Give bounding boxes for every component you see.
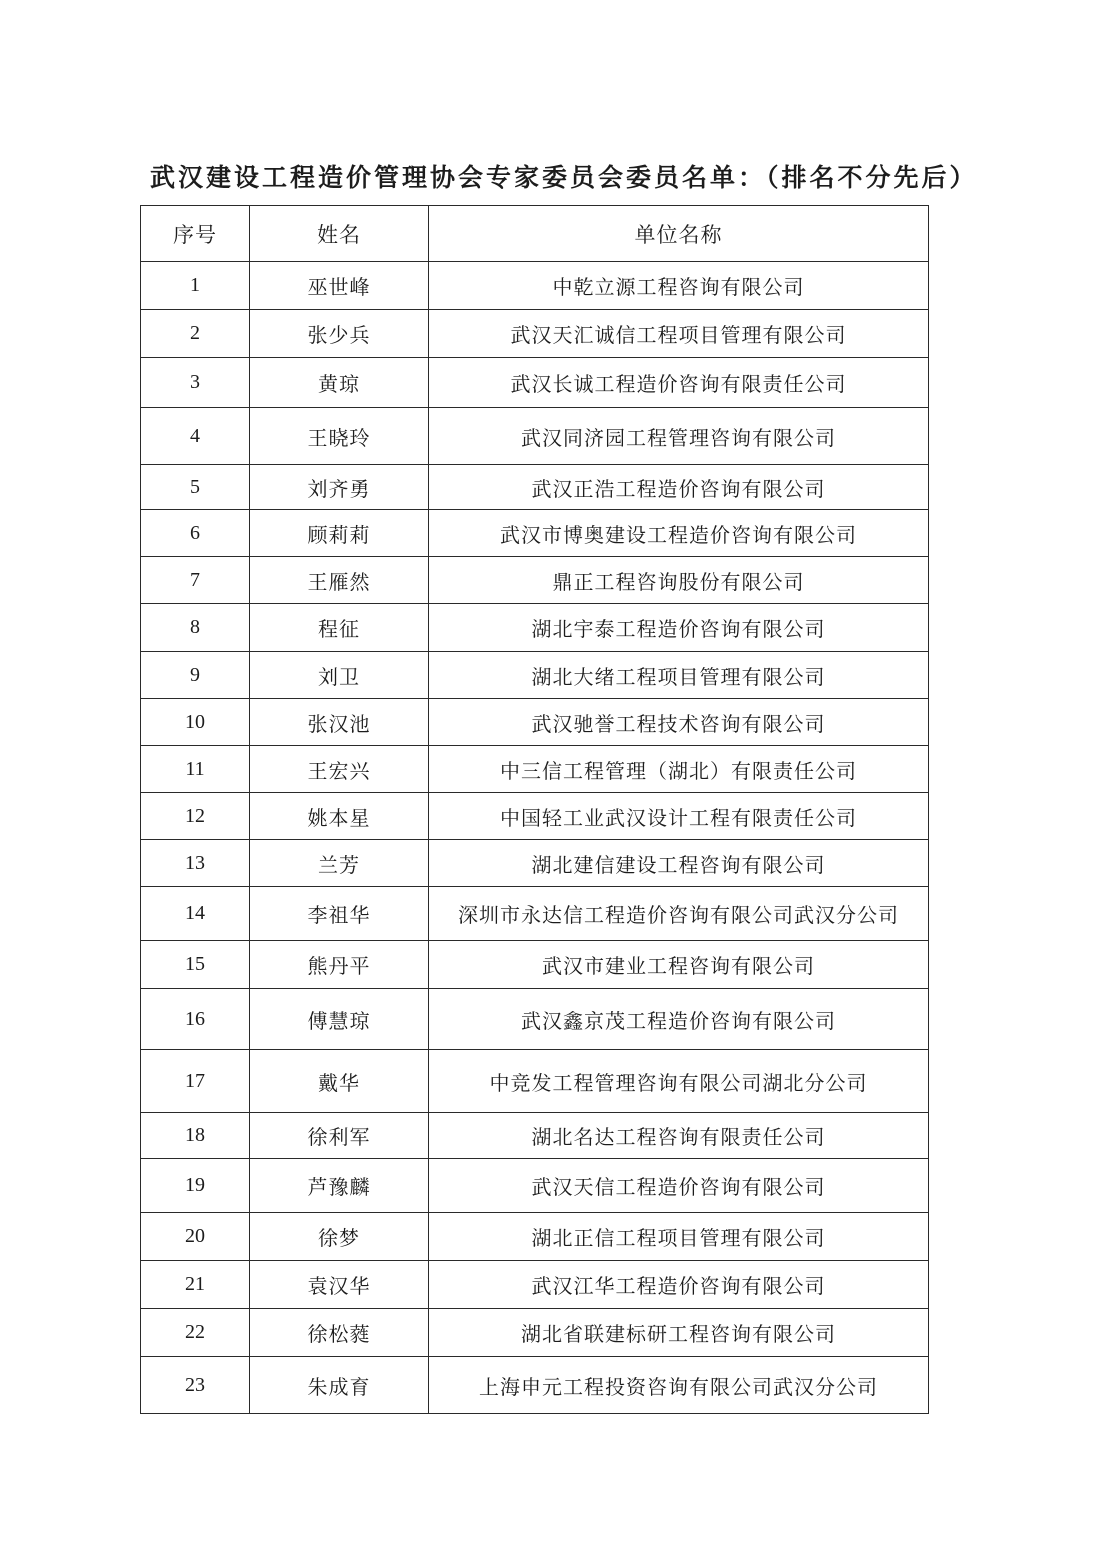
row-num: 1 — [141, 262, 250, 310]
table-row — [141, 840, 929, 887]
table-row — [141, 262, 929, 310]
row-org: 武汉同济园工程管理咨询有限公司 — [429, 408, 929, 465]
row-org: 武汉江华工程造价咨询有限公司 — [429, 1261, 929, 1309]
table-row — [141, 1159, 929, 1213]
row-org: 湖北省联建标研工程咨询有限公司 — [429, 1309, 929, 1357]
table-row — [141, 408, 929, 465]
row-num: 4 — [141, 408, 250, 465]
row-org: 中国轻工业武汉设计工程有限责任公司 — [429, 793, 929, 840]
row-num: 6 — [141, 510, 250, 557]
table-row — [141, 887, 929, 941]
table-row — [141, 604, 929, 652]
row-org: 湖北名达工程咨询有限责任公司 — [429, 1113, 929, 1159]
row-name: 傅慧琼 — [250, 989, 429, 1050]
row-name: 朱成育 — [250, 1357, 429, 1414]
table-row — [141, 1357, 929, 1414]
row-num: 2 — [141, 310, 250, 358]
row-name: 戴华 — [250, 1050, 429, 1113]
row-num: 9 — [141, 652, 250, 699]
row-name: 徐松蕤 — [250, 1309, 429, 1357]
row-org: 武汉天汇诚信工程项目管理有限公司 — [429, 310, 929, 358]
table-row — [141, 1113, 929, 1159]
row-name: 程征 — [250, 604, 429, 652]
table-row — [141, 510, 929, 557]
row-name: 熊丹平 — [250, 941, 429, 989]
row-name: 王宏兴 — [250, 746, 429, 793]
row-org: 上海申元工程投资咨询有限公司武汉分公司 — [429, 1357, 929, 1414]
row-name: 袁汉华 — [250, 1261, 429, 1309]
row-name: 张汉池 — [250, 699, 429, 746]
row-name: 姚本星 — [250, 793, 429, 840]
row-num: 23 — [141, 1357, 250, 1414]
table-row — [141, 358, 929, 408]
table-row — [141, 1050, 929, 1113]
table-row — [141, 793, 929, 840]
row-org: 武汉市建业工程咨询有限公司 — [429, 941, 929, 989]
page-title: 武汉建设工程造价管理协会专家委员会委员名单：（排名不分先后） — [150, 163, 978, 192]
row-org: 武汉驰誉工程技术咨询有限公司 — [429, 699, 929, 746]
row-num: 10 — [141, 699, 250, 746]
row-org: 湖北建信建设工程咨询有限公司 — [429, 840, 929, 887]
header-name: 姓名 — [250, 206, 429, 262]
table-row — [141, 941, 929, 989]
row-num: 11 — [141, 746, 250, 793]
row-num: 14 — [141, 887, 250, 941]
row-num: 21 — [141, 1261, 250, 1309]
row-name: 徐利军 — [250, 1113, 429, 1159]
row-num: 19 — [141, 1159, 250, 1213]
table-row — [141, 746, 929, 793]
table-row — [141, 465, 929, 510]
row-num: 18 — [141, 1113, 250, 1159]
row-name: 王雁然 — [250, 557, 429, 604]
table-row — [141, 652, 929, 699]
row-name: 黄琼 — [250, 358, 429, 408]
row-name: 巫世峰 — [250, 262, 429, 310]
table-row — [141, 1261, 929, 1309]
row-org: 武汉天信工程造价咨询有限公司 — [429, 1159, 929, 1213]
row-num: 12 — [141, 793, 250, 840]
row-num: 15 — [141, 941, 250, 989]
row-org: 湖北大绪工程项目管理有限公司 — [429, 652, 929, 699]
row-num: 5 — [141, 465, 250, 510]
row-num: 7 — [141, 557, 250, 604]
row-num: 13 — [141, 840, 250, 887]
header-num: 序号 — [141, 206, 250, 262]
table-row — [141, 310, 929, 358]
row-num: 22 — [141, 1309, 250, 1357]
table-header-row — [141, 206, 929, 262]
table-row — [141, 557, 929, 604]
table-row — [141, 699, 929, 746]
row-name: 刘卫 — [250, 652, 429, 699]
row-name: 张少兵 — [250, 310, 429, 358]
row-org: 湖北宇泰工程造价咨询有限公司 — [429, 604, 929, 652]
row-num: 3 — [141, 358, 250, 408]
row-name: 李祖华 — [250, 887, 429, 941]
row-num: 16 — [141, 989, 250, 1050]
row-num: 17 — [141, 1050, 250, 1113]
row-org: 鼎正工程咨询股份有限公司 — [429, 557, 929, 604]
table-row — [141, 1309, 929, 1357]
row-name: 徐梦 — [250, 1213, 429, 1261]
row-name: 刘齐勇 — [250, 465, 429, 510]
row-num: 8 — [141, 604, 250, 652]
row-name: 王晓玲 — [250, 408, 429, 465]
row-org: 湖北正信工程项目管理有限公司 — [429, 1213, 929, 1261]
row-org: 武汉正浩工程造价咨询有限公司 — [429, 465, 929, 510]
row-name: 芦豫麟 — [250, 1159, 429, 1213]
row-org: 武汉长诚工程造价咨询有限责任公司 — [429, 358, 929, 408]
header-org: 单位名称 — [429, 206, 929, 262]
row-org: 武汉鑫京茂工程造价咨询有限公司 — [429, 989, 929, 1050]
row-org: 中乾立源工程咨询有限公司 — [429, 262, 929, 310]
table-row — [141, 1213, 929, 1261]
committee-member-table — [140, 205, 929, 1414]
table-row — [141, 989, 929, 1050]
row-org: 深圳市永达信工程造价咨询有限公司武汉分公司 — [429, 887, 929, 941]
row-name: 兰芳 — [250, 840, 429, 887]
row-org: 中竞发工程管理咨询有限公司湖北分公司 — [429, 1050, 929, 1113]
row-name: 顾莉莉 — [250, 510, 429, 557]
row-org: 武汉市博奥建设工程造价咨询有限公司 — [429, 510, 929, 557]
row-org: 中三信工程管理（湖北）有限责任公司 — [429, 746, 929, 793]
row-num: 20 — [141, 1213, 250, 1261]
